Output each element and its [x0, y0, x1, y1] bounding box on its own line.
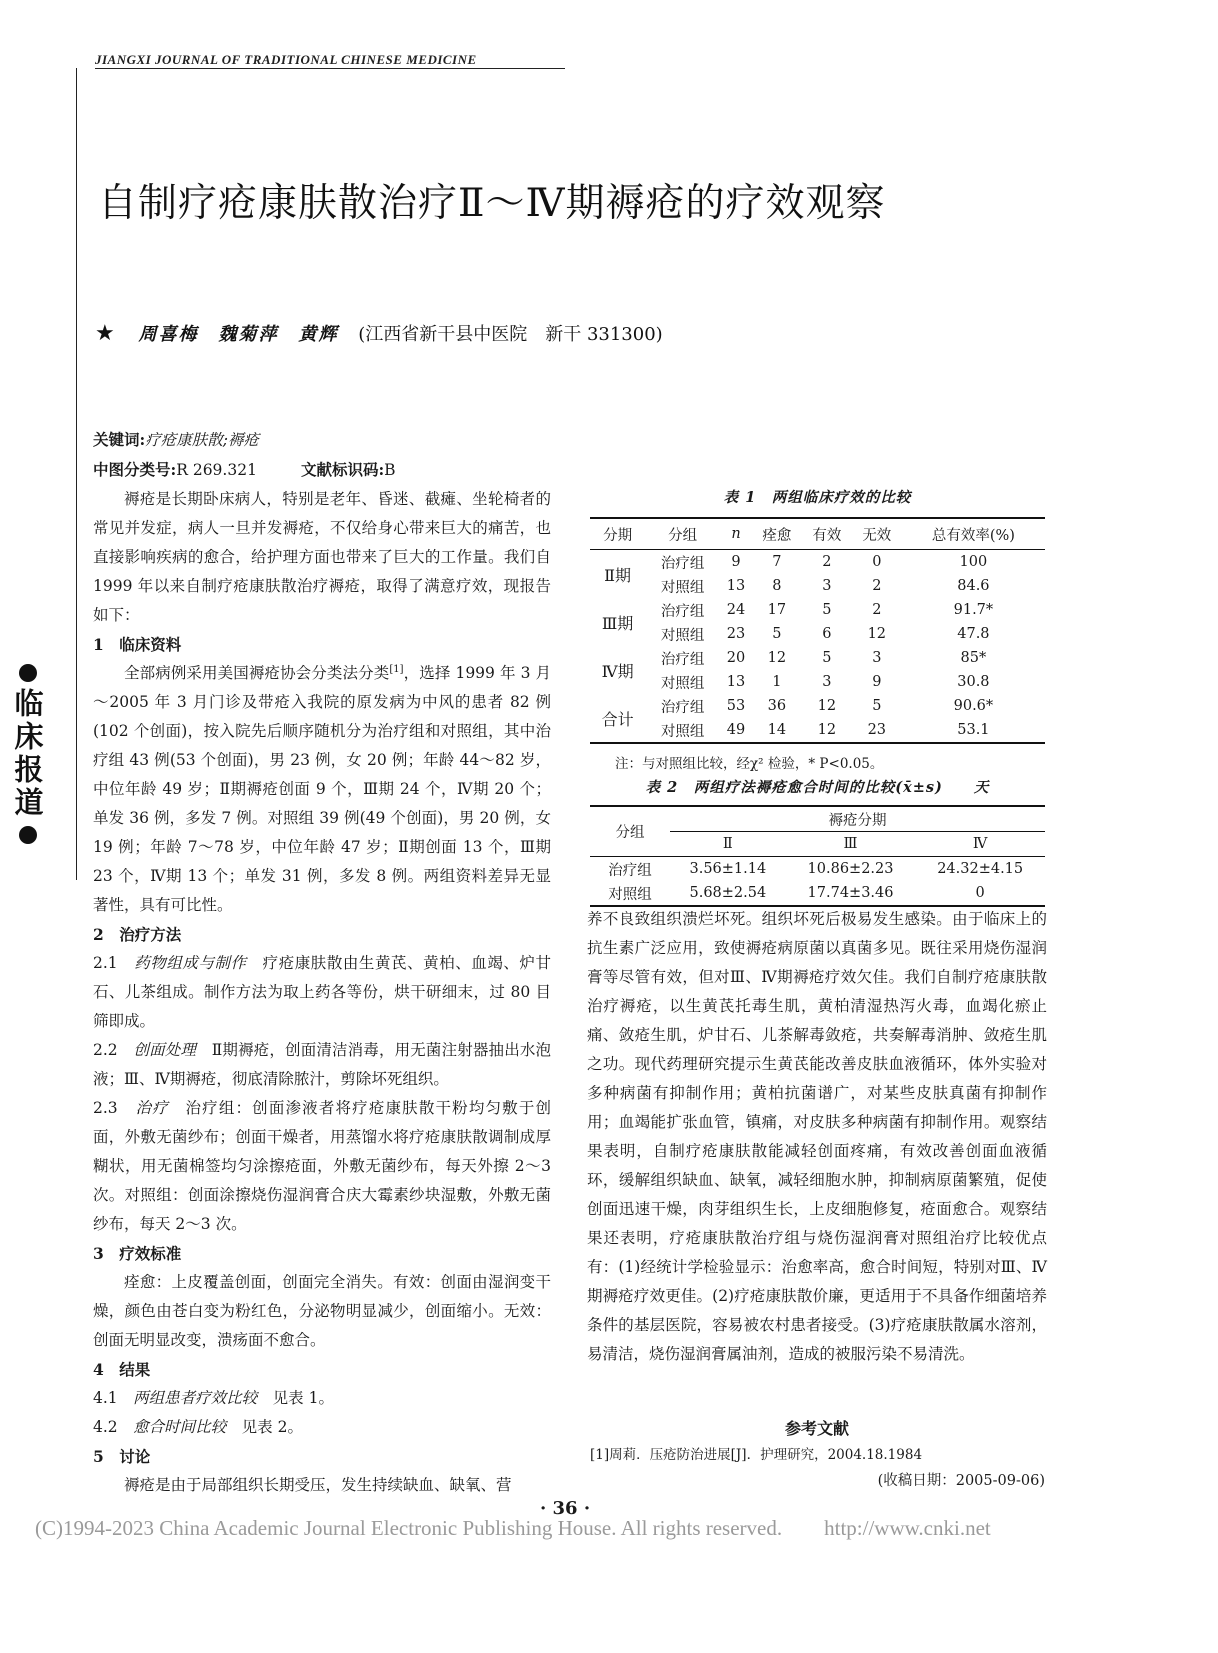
table-header-cell: n	[731, 526, 741, 542]
table-header-cell: 有效	[812, 527, 842, 544]
table-header-cell: 无效	[862, 527, 892, 544]
table-cell: 治疗组	[660, 555, 705, 572]
table-cell: 治疗组	[660, 651, 705, 668]
table-cell: 12	[767, 650, 787, 666]
section-4-1: 4.1 两组患者疗效比较 见表 1。	[93, 1389, 334, 1407]
table-2-caption: 表 2 两组疗法褥疮愈合时间的比较(x̄±s) 天	[645, 779, 990, 796]
table-cell: 5	[872, 698, 882, 714]
table-cell: 2	[872, 578, 882, 594]
table-row	[590, 598, 1045, 622]
right-column	[587, 905, 1047, 1369]
journal-header: JIANGXI JOURNAL OF TRADITIONAL CHINESE MEDICINE	[95, 52, 477, 67]
table-cell: 2	[822, 554, 832, 570]
section-4-2: 4.2 愈合时间比较 见表 2。	[93, 1418, 303, 1436]
table-cell: 对照组	[608, 886, 652, 903]
table-cell: 2	[872, 602, 882, 618]
article-title: 自制疗疮康肤散治疗Ⅱ～Ⅳ期褥疮的疗效观察	[98, 181, 886, 226]
table-header-cell: 分期	[603, 527, 633, 544]
keywords: 关键词:疗疮康肤散;褥疮	[93, 430, 259, 449]
table-cell: 53	[726, 698, 746, 714]
table-1-body	[590, 550, 1045, 744]
table-cell: 84.6	[957, 578, 990, 594]
table-row	[590, 622, 1045, 646]
table-cell: 14	[767, 722, 787, 738]
table-row	[590, 574, 1045, 598]
table-cell: 12	[817, 698, 837, 714]
table-header-cell: 分组	[668, 527, 698, 544]
table-cell: 47.8	[957, 626, 990, 642]
table-header-cell: Ⅱ	[722, 836, 733, 852]
table-header-cell: 分组	[615, 825, 645, 841]
table-cell: 9	[872, 674, 882, 690]
table-row	[590, 646, 1045, 670]
table-cell: 24.32±4.15	[937, 861, 1024, 877]
table-cell: 8	[772, 578, 782, 594]
table-cell: 12	[817, 722, 837, 738]
table-cell: 3.56±1.14	[689, 861, 767, 877]
table-cell: 6	[822, 626, 832, 642]
left-column	[93, 425, 551, 1500]
table-cell: 1	[772, 674, 782, 690]
received-date: (收稿日期：2005-09-06)	[877, 1473, 1045, 1489]
table-cell: 3	[872, 650, 882, 666]
table-cell: 5.68±2.54	[689, 885, 767, 901]
table-cell: 23	[726, 626, 746, 642]
table-2-grid	[590, 805, 1045, 907]
table-header-cell: 总有效率(%)	[931, 527, 1015, 544]
table-header-cell: 褥疮分期	[670, 806, 1045, 832]
table-cell: 治疗组	[660, 699, 705, 716]
table-row	[590, 670, 1045, 694]
table-cell: 13	[726, 674, 746, 690]
table-cell: 7	[772, 554, 782, 570]
table-cell: 5	[822, 602, 832, 618]
classification: 中图分类号:R 269.321 文献标识码:B	[93, 460, 396, 479]
table-row	[590, 694, 1045, 718]
table-cell: 0	[872, 554, 882, 570]
table-cell: 53.1	[957, 722, 990, 738]
table-cell: 对照组	[660, 675, 705, 692]
section-4-heading: 4 结果	[93, 1360, 151, 1379]
table-row	[590, 718, 1045, 743]
table-cell: 85*	[960, 650, 987, 666]
section-3-heading: 3 疗效标准	[93, 1244, 182, 1263]
section-tag-label: 临床报道	[10, 688, 45, 820]
table-cell: 对照组	[660, 579, 705, 596]
table-cell: 24	[726, 602, 746, 618]
author-names: 周喜梅 魏菊萍 黄辉	[138, 324, 339, 345]
table-cell: 12	[867, 626, 887, 642]
table-cell: 9	[731, 554, 741, 570]
star-icon: ★	[95, 321, 115, 346]
table-header-cell: Ⅳ	[972, 836, 988, 852]
intro-paragraph: 褥疮是长期卧床病人，特别是老年、昏迷、截瘫、坐轮椅者的常见并发症，病人一旦并发褥疮，不仅给身心带来巨大的痛苦，也直接影响疾病的愈合，给护理方面也带来了巨大的工作量。我们自 1999 年以来自制疗疮康肤散治疗褥疮，取得了满意疗效，现报告如下：	[93, 490, 551, 624]
table-1-grid	[590, 517, 1045, 744]
section-1-text: 全部病例采用美国褥疮协会分类法分类[1]，选择 1999 年 3 月～2005 年 3 月门诊及带疮入我院的原发病为中风的患者 82 例(102 个创面)，按入院先后顺序随机分为治疗组和对照组，其中治疗组 43 例(53 个创面)，男 23 例，女 20 例；年龄 44～82 岁，中位年龄 49 岁；Ⅱ期褥疮创面 9 个，Ⅲ期 24 个，Ⅳ期 20 个；单发 36 例，多发 7 例。对照组 39 例(49 个创面)，男 20 例，女 19 例；年龄 7～78 岁，中位年龄 47 岁；Ⅱ期创面 13 个，Ⅲ期 23 个，Ⅳ期 13 个；单发 31 例，多发 8 例。两组资料差异无显著性，具有可比性。	[93, 663, 551, 914]
table-cell: 17	[767, 602, 787, 618]
bullet-dot-icon	[19, 826, 37, 844]
table-cell: 17.74±3.46	[807, 885, 894, 901]
author-line	[95, 320, 663, 346]
table-row	[590, 857, 1045, 882]
stage-cell: 合计	[601, 709, 634, 729]
citation-ref: [1]	[389, 663, 404, 675]
stage-cell: Ⅱ期	[604, 565, 632, 585]
table-1-note: 注：与对照组比较，经χ² 检验，* P<0.05。	[615, 756, 884, 772]
table-cell: 36	[767, 698, 787, 714]
header-rule	[95, 68, 565, 69]
table-cell: 30.8	[957, 674, 990, 690]
table-header-cell: 痊愈	[762, 527, 792, 544]
author-affiliation: (江西省新干县中医院 新干 331300)	[358, 324, 663, 345]
stage-cell: Ⅳ期	[601, 661, 634, 681]
table-row	[590, 550, 1045, 575]
table-cell: 20	[726, 650, 746, 666]
references-heading: 参考文献	[784, 1419, 849, 1438]
section-5-text-continued: 养不良致组织溃烂坏死。组织坏死后极易发生感染。由于临床上的抗生素广泛应用，致使褥疮病原菌以真菌多见。既往采用烧伤湿润膏等尽管有效，但对Ⅲ、Ⅳ期褥疮疗效欠佳。我们自制疗疮康肤散治疗褥疮，以生黄芪托毒生肌，黄柏清湿热泻火毒，血竭化瘀止痛、敛疮生肌，炉甘石、儿茶解毒敛疮，共奏解毒消肿、敛疮生肌之功。现代药理研究提示生黄芪能改善皮肤血液循环，体外实验对多种病菌有抑制作用；黄柏抗菌谱广，对某些皮肤真菌有抑制作用；血竭能扩张血管，镇痛，对皮肤多种病菌有抑制作用。观察结果表明，自制疗疮康肤散能减轻创面疼痛，有效改善创面血液循环，缓解组织缺血、缺氧，减轻细胞水肿，抑制病原菌繁殖，促使创面迅速干燥，肉芽组织生长，上皮细胞修复，疮面愈合。观察结果还表明，疗疮康肤散治疗组与烧伤湿润膏对照组治疗比较优点有：(1)经统计学检验显示：治愈率高，愈合时间短，特别对Ⅲ、Ⅳ期褥疮疗效更佳。(2)疗疮康肤散价廉，更适用于不具备作细菌培养条件的基层医院，容易被农村患者接受。(3)疗疮康肤散属水溶剂，易清洁，烧伤湿润膏属油剂，造成的被服污染不易清洗。	[587, 910, 1047, 1363]
section-5-heading: 5 讨论	[93, 1447, 151, 1466]
table-cell: 23	[867, 722, 887, 738]
section-tag	[8, 662, 48, 846]
table-cell: 对照组	[660, 723, 705, 740]
table-cell: 5	[822, 650, 832, 666]
stage-cell: Ⅲ期	[601, 613, 634, 633]
table-cell: 治疗组	[608, 862, 652, 879]
table-1	[590, 486, 1045, 772]
table-cell: 5	[772, 626, 782, 642]
table-1-caption: 表 1 两组临床疗效的比较	[723, 489, 912, 506]
table-2-body	[590, 857, 1045, 907]
section-2-1: 2.1 药物组成与制作 疗疮康肤散由生黄芪、黄柏、血竭、炉甘石、儿茶组成。制作方法为取上药各等份，烘干研细末，过 80 目筛即成。	[93, 954, 551, 1030]
page-number: · 36 ·	[540, 1498, 591, 1519]
table-header-cell: Ⅲ	[843, 836, 858, 852]
table-cell: 0	[975, 885, 985, 901]
table-cell: 10.86±2.23	[807, 861, 894, 877]
table-cell: 3	[822, 674, 832, 690]
section-2-2: 2.2 创面处理 Ⅱ期褥疮，创面清洁消毒，用无菌注射器抽出水泡液；Ⅲ、Ⅳ期褥疮，彻底清除脓汁，剪除坏死组织。	[93, 1041, 551, 1088]
table-cell: 对照组	[660, 627, 705, 644]
table-cell: 3	[822, 578, 832, 594]
table-cell: 100	[959, 554, 988, 570]
table-cell: 49	[726, 722, 746, 738]
section-2-heading: 2 治疗方法	[93, 925, 182, 944]
section-3-text: 痊愈：上皮覆盖创面，创面完全消失。有效：创面由湿润变干燥，颜色由苍白变为粉红色，分泌物明显减少，创面缩小。无效：创面无明显改变，溃疡面不愈合。	[93, 1273, 551, 1349]
table-2	[590, 776, 1045, 907]
copyright-footer: (C)1994-2023 China Academic Journal Electronic Publishing House. All rights reserved. http://www.cnki.net	[35, 1516, 991, 1540]
section-5-text-start: 褥疮是由于局部组织长期受压，发生持续缺血、缺氧、营	[124, 1476, 512, 1494]
table-cell: 90.6*	[953, 698, 994, 714]
section-2-3: 2.3 治疗 治疗组：创面渗液者将疗疮康肤散干粉均匀敷于创面，外敷无菌纱布；创面干燥者，用蒸馏水将疗疮康肤散调制成厚糊状，用无菌棉签均匀涂擦疮面，外敷无菌纱布，每天外擦 2～3 次。对照组：创面涂擦烧伤湿润膏合庆大霉素纱块湿敷，外敷无菌纱布，每天 2～3 次。	[93, 1099, 551, 1233]
bullet-dot-icon	[19, 664, 37, 682]
table-row	[590, 881, 1045, 906]
reference-item: [1]周莉．压疮防治进展[J]．护理研究，2004.18.1984	[590, 1447, 923, 1463]
margin-rule	[76, 68, 77, 880]
table-cell: 91.7*	[953, 602, 994, 618]
table-cell: 治疗组	[660, 603, 705, 620]
section-1-heading: 1 临床资料	[93, 635, 182, 654]
table-cell: 13	[726, 578, 746, 594]
